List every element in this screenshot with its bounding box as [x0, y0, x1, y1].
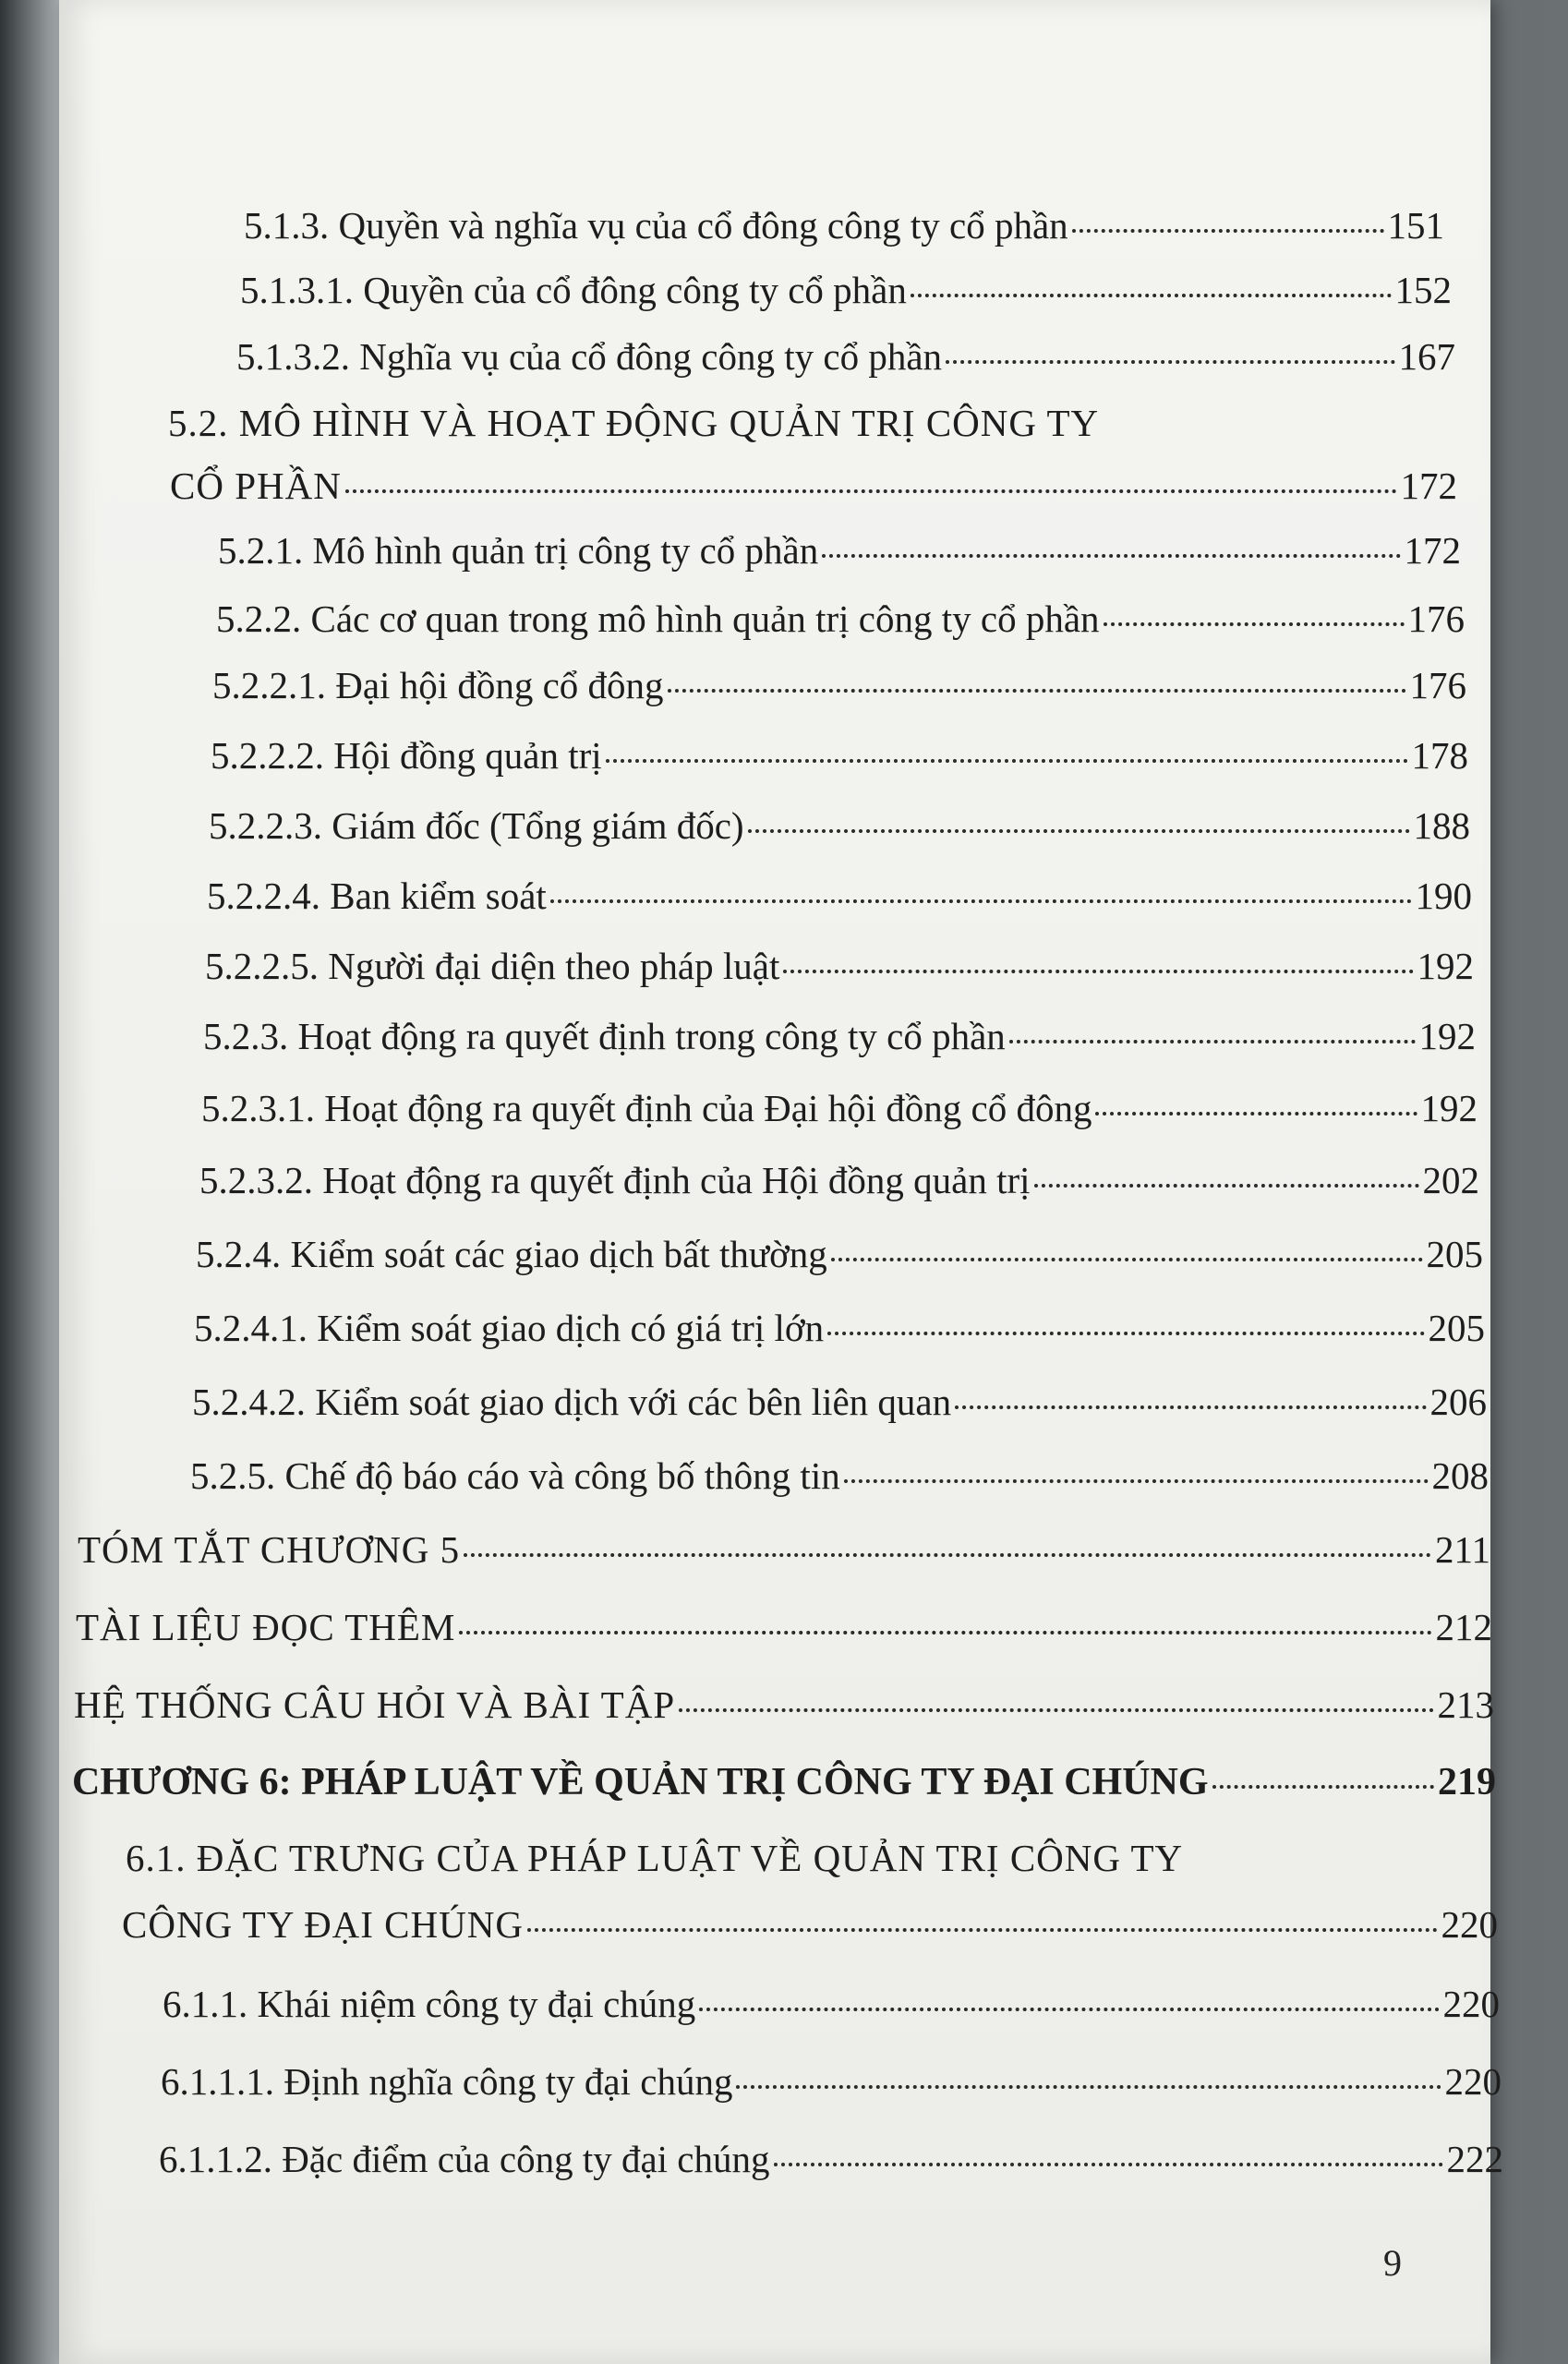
toc-entry-label: CÔNG TY ĐẠI CHÚNG — [122, 1903, 524, 1946]
toc-entry-page: 192 — [1417, 945, 1474, 987]
dot-leader — [911, 294, 1392, 297]
dot-leader — [1072, 229, 1384, 233]
dot-leader — [1034, 1184, 1419, 1188]
toc-entry-label: TÓM TẮT CHƯƠNG 5 — [78, 1528, 461, 1571]
toc-entry — [203, 1014, 1476, 1058]
toc-entry-page: 151 — [1387, 204, 1444, 247]
toc-entry-page: 172 — [1400, 464, 1457, 507]
dot-leader — [699, 2008, 1439, 2011]
toc-entry-label: 5.2.3.2. Hoạt động ra quyết định của Hội đồng quản trị — [199, 1159, 1031, 1201]
toc-entry-label: 6.1.1.2. Đặc điểm của công ty đại chúng — [159, 2138, 770, 2180]
toc-entry-page: 172 — [1404, 529, 1461, 572]
toc-entry-page: 222 — [1446, 2138, 1503, 2180]
dot-leader — [606, 759, 1408, 763]
dot-leader — [1104, 622, 1405, 626]
toc-entry-page: 219 — [1438, 1761, 1496, 1803]
dot-leader — [459, 1631, 1431, 1634]
toc-entry — [194, 1306, 1485, 1350]
toc-entry-label: 6.1.1. Khái niệm công ty đại chúng — [163, 1983, 696, 2025]
toc-entry-label: 5.1.3.2. Nghĩa vụ của cổ đông công ty cổ phần — [236, 335, 943, 378]
toc-entry-page: 176 — [1409, 664, 1466, 706]
toc-entry — [216, 597, 1465, 641]
toc-entry — [192, 1380, 1487, 1424]
table-of-contents — [59, 0, 1503, 2364]
dot-leader — [822, 554, 1400, 558]
toc-entry-label: 5.2.3. Hoạt động ra quyết định trong công ty cổ phần — [203, 1015, 1006, 1057]
dot-leader — [831, 1258, 1423, 1261]
toc-entry-page: 205 — [1428, 1307, 1485, 1349]
dot-leader — [345, 489, 1397, 493]
dot-leader — [679, 1708, 1433, 1712]
toc-entry-label: 5.1.3.1. Quyền của cổ đông công ty cổ phần — [240, 269, 907, 311]
dot-leader — [774, 2163, 1443, 2166]
toc-entry-page: 188 — [1413, 804, 1470, 847]
toc-entry-label: HỆ THỐNG CÂU HỎI VÀ BÀI TẬP — [74, 1683, 676, 1726]
toc-entry-page: 208 — [1431, 1454, 1489, 1497]
book-page — [59, 0, 1503, 2364]
dot-leader — [1212, 1785, 1434, 1789]
toc-entry-label: CỔ PHẦN — [170, 464, 342, 507]
toc-entry-label: 5.2.5. Chế độ báo cáo và công bố thông tin — [190, 1454, 840, 1497]
page-number: 9 — [1383, 2242, 1402, 2284]
dot-leader — [748, 829, 1410, 833]
toc-entry — [196, 1232, 1483, 1276]
toc-entry-page: 152 — [1394, 269, 1452, 311]
toc-entry — [207, 874, 1472, 918]
toc-entry-page: 206 — [1429, 1381, 1487, 1423]
dot-leader — [827, 1332, 1424, 1335]
dot-leader — [946, 360, 1394, 364]
toc-entry — [236, 334, 1455, 379]
toc-entry-page: 220 — [1444, 2060, 1502, 2103]
toc-entry-page: 192 — [1418, 1015, 1476, 1057]
toc-entry-page: 213 — [1437, 1683, 1494, 1726]
toc-entry-label-line1: 6.1. ĐẶC TRƯNG CỦA PHÁP LUẬT VỀ QUẢN TRỊ CÔNG TY — [126, 1837, 1184, 1879]
toc-entry — [240, 268, 1452, 312]
dot-leader — [527, 1928, 1438, 1932]
toc-entry-label: 5.2.2.2. Hội đồng quản trị — [211, 734, 602, 777]
dot-leader — [955, 1405, 1426, 1409]
toc-entry — [211, 733, 1468, 778]
dot-leader — [464, 1553, 1431, 1557]
toc-entry-page: 212 — [1435, 1606, 1492, 1648]
toc-entry-page: 205 — [1426, 1233, 1483, 1275]
toc-entry — [205, 944, 1474, 988]
toc-entry — [199, 1158, 1479, 1202]
toc-entry-label: 5.2.2.5. Người đại diện theo pháp luật — [205, 945, 780, 987]
toc-entry — [244, 203, 1444, 247]
toc-entry-label: 5.2.2. Các cơ quan trong mô hình quản trị công ty cổ phần — [216, 597, 1100, 640]
toc-entry — [218, 528, 1461, 573]
toc-entry — [161, 2059, 1502, 2104]
toc-entry-page: 192 — [1420, 1087, 1478, 1129]
toc-entry-page: 220 — [1441, 1903, 1498, 1946]
toc-entry — [74, 1683, 1494, 1727]
toc-entry-label: 5.2.3.1. Hoạt động ra quyết định của Đại hội đồng cổ đông — [201, 1087, 1092, 1129]
toc-entry — [159, 2137, 1503, 2181]
toc-entry-label: 5.2.4.2. Kiểm soát giao dịch với các bên liên quan — [192, 1381, 952, 1423]
toc-entry-label: 5.2.2.1. Đại hội đồng cổ đông — [212, 664, 664, 706]
dot-leader — [550, 899, 1412, 903]
toc-entry-label: 5.2.1. Mô hình quản trị công ty cổ phần — [218, 529, 819, 572]
toc-entry-page: 178 — [1411, 734, 1468, 777]
toc-entry-page: 167 — [1398, 335, 1455, 378]
toc-entry-label: 5.1.3. Quyền và nghĩa vụ của cổ đông công ty cổ phần — [244, 204, 1068, 247]
dot-leader — [1009, 1040, 1416, 1043]
dot-leader — [668, 689, 1406, 693]
toc-entry-label: 6.1.1.1. Định nghĩa công ty đại chúng — [161, 2060, 733, 2103]
toc-entry-page: 176 — [1407, 597, 1465, 640]
toc-entry — [190, 1453, 1489, 1498]
toc-entry-label: 5.2.4.1. Kiểm soát giao dịch có giá trị lớn — [194, 1307, 825, 1349]
toc-entry — [201, 1086, 1478, 1130]
dot-leader — [1095, 1112, 1417, 1116]
dot-leader — [736, 2085, 1441, 2089]
toc-entry-page: 202 — [1422, 1159, 1479, 1201]
toc-entry-label: 5.2.2.3. Giám đốc (Tổng giám đốc) — [209, 804, 744, 847]
chapter-heading-entry — [72, 1760, 1496, 1804]
dot-leader — [783, 970, 1413, 973]
toc-entry-label: 5.2.4. Kiểm soát các giao dịch bất thường — [196, 1233, 827, 1275]
toc-entry-page: 190 — [1415, 874, 1472, 917]
dot-leader — [844, 1479, 1429, 1483]
toc-entry — [122, 1902, 1498, 1947]
toc-entry — [78, 1527, 1490, 1572]
toc-entry-label: 5.2.2.4. Ban kiểm soát — [207, 874, 547, 917]
toc-entry-page: 220 — [1442, 1983, 1500, 2025]
toc-entry-label-line1: 5.2. MÔ HÌNH VÀ HOẠT ĐỘNG QUẢN TRỊ CÔNG TY — [168, 402, 1100, 444]
toc-entry — [76, 1605, 1492, 1649]
toc-entry — [209, 803, 1470, 848]
toc-entry-label: TÀI LIỆU ĐỌC THÊM — [76, 1606, 456, 1648]
toc-entry — [212, 663, 1466, 707]
toc-entry-page: 211 — [1435, 1528, 1490, 1571]
toc-entry — [163, 1982, 1500, 2026]
toc-entry-label: CHƯƠNG 6: PHÁP LUẬT VỀ QUẢN TRỊ CÔNG TY ĐẠI CHÚNG — [72, 1761, 1209, 1803]
toc-entry — [170, 464, 1457, 508]
